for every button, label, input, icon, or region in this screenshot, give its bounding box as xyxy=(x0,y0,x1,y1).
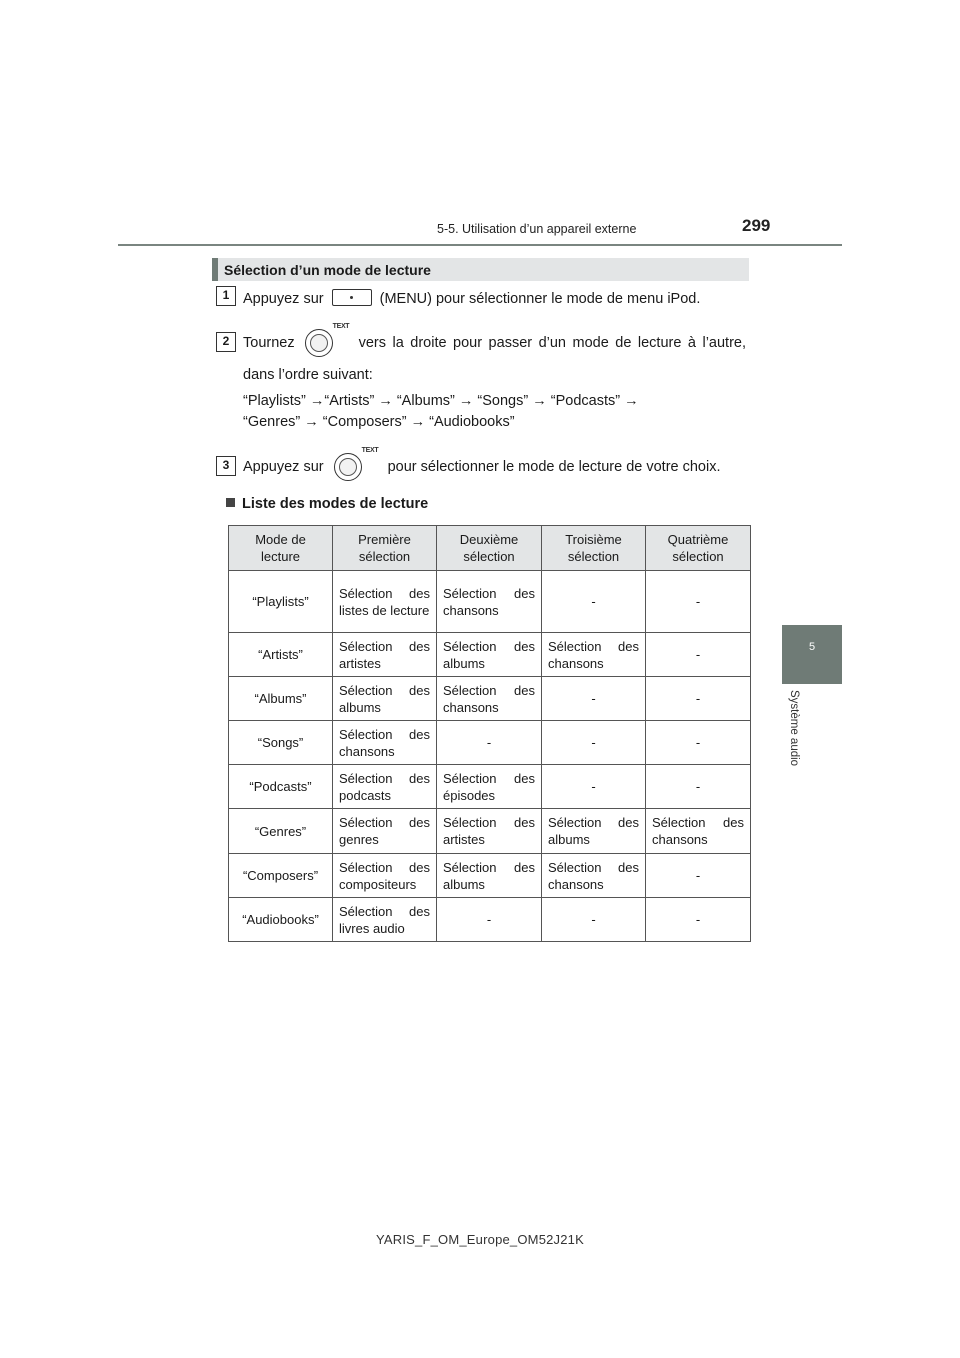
knob-text-label: TEXT xyxy=(361,447,379,454)
header-rule xyxy=(118,244,842,246)
menu-button-icon xyxy=(332,289,372,306)
footer-document-code: YARIS_F_OM_Europe_OM52J21K xyxy=(375,1232,584,1247)
table-cell: “Playlists” xyxy=(229,571,333,633)
chapter-number: 5 xyxy=(808,641,816,653)
play-modes-table xyxy=(228,525,751,942)
page-number: 299 xyxy=(742,216,771,235)
step-3-after: pour sélectionner le mode de lecture de votre choix. xyxy=(387,459,721,475)
table-cell: - xyxy=(646,677,751,721)
table-cell: “Audiobooks” xyxy=(229,898,333,942)
step-2-sequence-1: “Playlists” →“Artists” → “Albums” → “Songs” → “Podcasts” → xyxy=(243,393,639,409)
table-row xyxy=(229,898,751,942)
table-cell: Sélection des albums xyxy=(542,809,646,854)
section-heading-accent xyxy=(212,258,218,281)
table-row xyxy=(229,721,751,765)
table-cell: - xyxy=(646,898,751,942)
table-cell: Sélection des albums xyxy=(437,854,542,898)
table-cell: “Composers” xyxy=(229,854,333,898)
table-row xyxy=(229,633,751,677)
table-cell: Sélection des listes de lecture xyxy=(333,571,437,633)
table-row xyxy=(229,765,751,809)
table-cell: - xyxy=(646,765,751,809)
table-cell: Sélection des artistes xyxy=(437,809,542,854)
table-row xyxy=(229,677,751,721)
running-header: 5-5. Utilisation d’un appareil externe xyxy=(437,222,637,236)
table-cell: - xyxy=(646,854,751,898)
column-header: Quatrième sélection xyxy=(646,526,751,571)
table-cell: Sélection des genres xyxy=(333,809,437,854)
table-cell: - xyxy=(542,571,646,633)
table-cell: Sélection des chansons xyxy=(646,809,751,854)
step-badge-1: 1 xyxy=(216,286,236,306)
table-row xyxy=(229,571,751,633)
table-cell: “Songs” xyxy=(229,721,333,765)
table-cell: - xyxy=(542,898,646,942)
table-cell: “Albums” xyxy=(229,677,333,721)
table-cell: “Genres” xyxy=(229,809,333,854)
table-cell: Sélection des livres audio xyxy=(333,898,437,942)
step-badge-2: 2 xyxy=(216,332,236,352)
table-cell: “Artists” xyxy=(229,633,333,677)
table-row xyxy=(229,809,751,854)
table-cell: - xyxy=(646,571,751,633)
table-cell: - xyxy=(646,721,751,765)
tune-knob-icon xyxy=(332,447,380,483)
step-2-text xyxy=(243,323,746,359)
section-title: Sélection d’un mode de lecture xyxy=(224,262,431,278)
table-cell: Sélection des épisodes xyxy=(437,765,542,809)
table-cell: Sélection des chansons xyxy=(542,854,646,898)
step-1-text xyxy=(243,289,700,307)
square-bullet-icon xyxy=(226,498,235,507)
table-row xyxy=(229,854,751,898)
table-cell: Sélection des albums xyxy=(437,633,542,677)
table-cell: - xyxy=(646,633,751,677)
column-header: Deuxième sélection xyxy=(437,526,542,571)
table-cell: - xyxy=(437,721,542,765)
step-1-after: (MENU) pour sélectionner le mode de menu iPod. xyxy=(379,291,701,307)
menu-button-dot xyxy=(350,296,353,299)
list-subheading-text: Liste des modes de lecture xyxy=(242,496,429,512)
table-cell: Sélection des albums xyxy=(333,677,437,721)
step-2-after: vers la droite pour passer d’un mode de lecture à l’autre, xyxy=(358,335,746,351)
step-2-before: Tournez xyxy=(243,335,295,351)
column-header: Mode de lecture xyxy=(229,526,333,571)
list-subheading xyxy=(226,496,428,512)
table-cell: Sélection des chansons xyxy=(333,721,437,765)
chapter-label: Système audio xyxy=(788,690,800,767)
table-cell: - xyxy=(542,721,646,765)
table-cell: - xyxy=(542,677,646,721)
step-3-before: Appuyez sur xyxy=(243,459,324,475)
step-1-before: Appuyez sur xyxy=(243,291,324,307)
column-header: Troisième sélection xyxy=(542,526,646,571)
chapter-tab xyxy=(782,625,842,684)
chapter-label-container xyxy=(788,690,802,780)
table-cell: Sélection des chansons xyxy=(437,677,542,721)
table-cell: - xyxy=(437,898,542,942)
table-cell: Sélection des chansons xyxy=(542,633,646,677)
step-2-line2: dans l’ordre suivant: xyxy=(243,367,373,383)
column-header: Première sélection xyxy=(333,526,437,571)
tune-knob-icon xyxy=(303,323,351,359)
step-2-sequence-2: “Genres” → “Composers” → “Audiobooks” xyxy=(243,414,515,430)
table-cell: “Podcasts” xyxy=(229,765,333,809)
step-badge-3: 3 xyxy=(216,456,236,476)
table-cell: Sélection des compositeurs xyxy=(333,854,437,898)
table-cell: Sélection des artistes xyxy=(333,633,437,677)
table-cell: Sélection des podcasts xyxy=(333,765,437,809)
table-cell: - xyxy=(542,765,646,809)
table-header-row xyxy=(229,526,751,571)
step-3-text xyxy=(243,447,721,483)
table-cell: Sélection des chansons xyxy=(437,571,542,633)
knob-text-label: TEXT xyxy=(332,323,350,330)
